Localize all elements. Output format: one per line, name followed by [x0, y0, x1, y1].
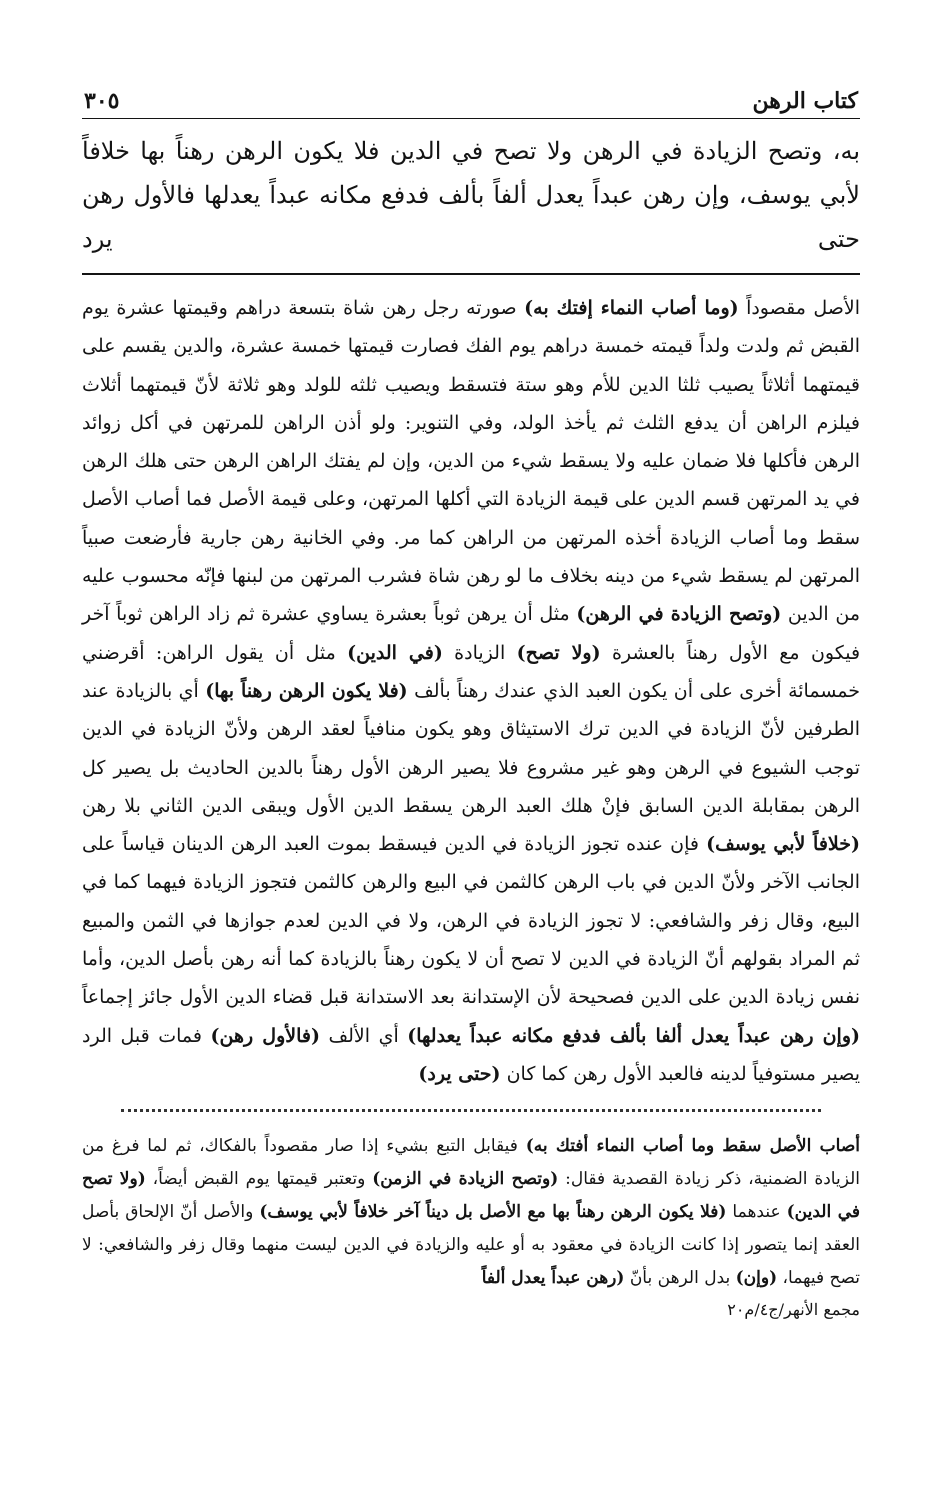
page-number: ٣٠٥ [84, 88, 120, 114]
quoted-main-text: (وتصح الزيادة في الرهن) [576, 603, 782, 626]
volume-signature: مجمع الأنهر/ج٤/م٢٠ [727, 1300, 860, 1320]
commentary-segment: مثل أن يرهن ثوباً بعشرة يساوي عشرة ثم زاد الراهن ثوباً آخر فيكون مع الأول رهناً بالعشرة [82, 603, 861, 664]
commentary-segment: عندهما [726, 1202, 787, 1223]
commentary-segment: فمات قبل الرد يصير مستوفياً لدينه فالعبد الأول رهن كما كان [82, 1024, 860, 1085]
quoted-main-text: (في الدين) [347, 641, 443, 664]
quoted-main-text: (ولا تصح في الدين) [82, 1169, 860, 1223]
quoted-main-text: (وإن رهن عبداً يعدل ألفا بألف فدفع مكانه عبداً يعدلها) [407, 1024, 860, 1047]
commentary-segment: الزيادة [442, 641, 517, 664]
quoted-main-text: (ولا تصح) [516, 641, 601, 664]
commentary-segment: وتعتبر قيمتها يوم القبض أيضاً، [145, 1169, 373, 1190]
commentary-segment: أي الألف [319, 1024, 408, 1047]
quoted-main-text: (وتصح الزيادة في الزمن) [372, 1169, 559, 1190]
quoted-main-text: (وإن) [735, 1268, 778, 1289]
commentary-text [82, 289, 860, 1093]
commentary-segment: الأصل مقصوداً [738, 297, 860, 319]
quoted-main-text: (وما أصاب النماء إفتك به) [524, 297, 739, 319]
header-rule [82, 118, 860, 119]
commentary-segment: بدل الرهن بأنّ [624, 1268, 736, 1289]
running-header [82, 78, 860, 118]
book-page [82, 78, 860, 1325]
quoted-main-text: (رهن عبداً يعدل ألفاً [481, 1268, 625, 1289]
marginal-commentary-text [82, 1130, 860, 1295]
commentary-segment: والأصل أنّ الإلحاق بأصل العقد إنما يتصور إذا كانت الزيادة في معقود به أو عليه والزيادة في الدين ليست منهما وقال زفر والشافعي: لا تصح فيهما، [82, 1202, 860, 1289]
quoted-main-text: (فلا يكون الرهن رهناً بها مع الأصل بل ديناً آخر خلافاً لأبي يوسف) [259, 1202, 727, 1223]
main-text-divider [82, 273, 860, 275]
main-text: به، وتصح الزيادة في الرهن ولا تصح في الدين فلا يكون الرهن رهناً بها خلافاً لأبي يوسف، وإن رهن عبداً يعدل ألفاً بألف فدفع مكانه عبداً يعدلها فالأول رهن حتى يرد [82, 137, 860, 253]
quoted-main-text: (فالأول رهن) [210, 1024, 320, 1047]
quoted-main-text: (خلافاً لأبي يوسف) [706, 833, 860, 856]
dotted-divider [121, 1109, 821, 1112]
commentary-segment: مثل أن يقول الراهن: أقرضني خمسمائة أخرى على أن يكون العبد الذي عندك رهناً بألف [82, 641, 861, 702]
quoted-main-text: (حتى يرد) [418, 1062, 501, 1085]
quoted-main-text: أصاب الأصل سقط وما أصاب النماء أفتك به) [525, 1136, 861, 1157]
commentary-segment: فإن عنده تجوز الزيادة في الدين فيسقط بموت العبد الرهن الدينان قياساً على الجانب الآخر ولأنّ الدين في باب الرهن كالثمن في البيع والرهن كالثمن فتجوز الزيادة فيهما كما في البيع، وقال زفر والشافعي: لا تجوز الزيادة في الرهن، ولا في الدين لعدم جوازها في الثمن والمبيع ثم المراد بقولهم أنّ الزيادة في الدين لا تصح أن لا يكون رهناً بالزيادة كما أنه رهن بأصل الدين، وأما نفس زيادة الدين على الدين فصحيحة لأن الإستدانة بعد الاستدانة قبل قضاء الدين الأول جائز إجماعاً [82, 833, 860, 1009]
commentary-segment: أي بالزيادة عند الطرفين لأنّ الزيادة في الدين ترك الاستيثاق وهو يكون منافياً لعقد الرهن ولأنّ الزيادة في الدين توجب الشيوع في الرهن وهو غير مشروع فلا يصير الرهن الأول رهناً بالدين الحاديث بل يصير كل الرهن بمقابلة الدين السابق فإنْ هلك العبد الرهن يسقط الدين الأول ويبقى الدين الثاني بلا رهن [82, 679, 860, 817]
commentary-segment: صورته رجل رهن شاة بتسعة دراهم وقيمتها عشرة يوم القبض ثم ولدت ولداً قيمته خمسة دراهم يوم الفك فصارت قيمتها خمسة عشرة، والدين يقسم على قيمتهما أثلاثاً يصيب ثلثا الدين للأم وهو ستة فتسقط ويصيب ثلثه للولد وهو ثلاثة لأنّ قيمتهما أثلاث فيلزم الراهن أن يدفع الثلث ثم يأخذ الولد، وفي التنوير: ولو أذن الراهن للمرتهن في أكل زوائد الرهن فأكلها فلا ضمان عليه ولا يسقط شيء من الدين، وإن لم يفتك الراهن الرهن حتى هلك الرهن في يد المرتهن قسم الدين على قيمة الزيادة التي أكلها المرتهن، وعلى قيمة الأصل فما أصاب الأصل سقط وما أصاب الزيادة أخذه المرتهن من الراهن كما مر. وفي الخانية رهن جارية فأرضعت صبياً المرتهن لم يسقط شيء من دينه بخلاف ما لو رهن شاة فشرب المرتهن من لبنها فإنّه محسوب عليه من الدين [82, 297, 860, 626]
commentary-segment: فيقابل التبع بشيء إذا صار مقصوداً بالفكاك، ثم لما فرغ من الزيادة الضمنية، ذكر زيادة القصدية فقال: [82, 1136, 860, 1190]
quoted-main-text: (فلا يكون الرهن رهناً بها) [205, 679, 408, 702]
chapter-title: كتاب الرهن [752, 88, 858, 114]
